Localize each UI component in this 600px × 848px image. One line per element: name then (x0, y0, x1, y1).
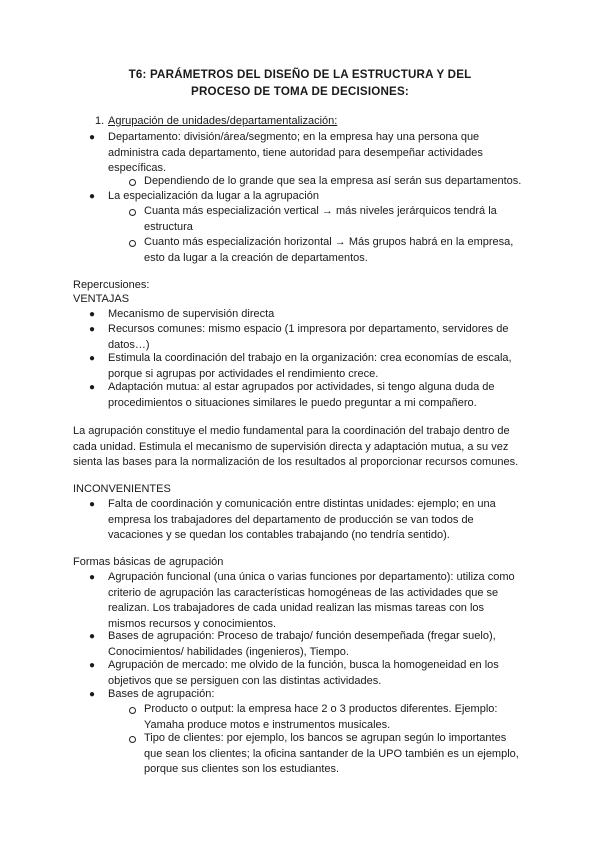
sub-bullet-circle (129, 179, 136, 186)
sub-bullet-producto: Producto o output: la empresa hace 2 o 3 productos diferentes. Ejemplo: Yamaha produce motos e instrumentos musicales. (144, 703, 498, 731)
ventaja-recursos: Recursos comunes: mismo espacio (1 impresora por departamento, servidores de datos…) (108, 323, 509, 351)
title-line-2: PROCESO DE TOMA DE DECISIONES: (191, 85, 409, 98)
page-title (0, 66, 600, 100)
bullet-dot: ● (89, 499, 96, 510)
bullet-dot: ● (89, 689, 96, 700)
bullet-dot: ● (89, 132, 96, 143)
sub-bullet-horizontal: Cuanto más especialización horizontal → Más grupos habrá en la empresa, esto da lugar a la creación de departamentos. (144, 236, 514, 264)
bullet-dot: ● (89, 660, 96, 671)
bullet-dot: ● (89, 353, 96, 364)
forma-funcional: Agrupación funcional (una única o varias funciones por departamento): utiliza como criterio de agrupación las características homogéneas de las actividades que se realizan. Los trabajadores de cada unidad realizan las mismas tareas con los mismos recursos y conocimientos. (108, 571, 515, 630)
repercusiones-label: Repercusiones: (73, 279, 150, 291)
forma-mercado: Agrupación de mercado: me olvido de la función, busca la homogeneidad en los objetivos que se persiguen con las distintas actividades. (108, 659, 499, 687)
forma-bases-mercado: Bases de agrupación: (108, 688, 215, 700)
forma-bases-funcional: Bases de agrupación: Proceso de trabajo/ función desempeñada (fregar suelo), Conocimientos/ habilidades (ingenieros), Tiempo. (108, 630, 496, 658)
bullet-especializacion: La especialización da lugar a la agrupación (108, 190, 319, 202)
section-heading: Agrupación de unidades/departamentalización: (108, 115, 338, 127)
formas-label: Formas básicas de agrupación (73, 556, 224, 568)
bullet-dot: ● (89, 191, 96, 202)
inconvenientes-label: INCONVENIENTES (73, 483, 171, 495)
inconveniente-coordinacion: Falta de coordinación y comunicación entre distintas unidades: ejemplo; en una empresa los trabajadores del departamento de producción se van todos de vacaciones y se quedan los contables trabajando (no tendría sentido). (108, 498, 496, 541)
bullet-dot: ● (89, 572, 96, 583)
sub-bullet-circle (129, 736, 136, 743)
bullet-dot: ● (89, 382, 96, 393)
bullet-departamento: Departamento: división/área/segmento; en la empresa hay una persona que administra cada departamento, tiene autoridad para desempeñar actividades específicas. (108, 131, 483, 174)
sub-bullet-clientes: Tipo de clientes: por ejemplo, los bancos se agrupan según lo importantes que sean los clientes; la oficina santander de la UPO también es un ejemplo, porque sus clientes son los estudiantes. (144, 732, 519, 775)
sub-bullet-departamentos: Dependiendo de lo grande que sea la empresa así serán sus departamentos. (144, 175, 522, 187)
sub-bullet-circle (129, 240, 136, 247)
bullet-dot: ● (89, 309, 96, 320)
agrupacion-paragraph: La agrupación constituye el medio fundamental para la coordinación del trabajo dentro de cada unidad. Estimula el mecanismo de supervisión directa y adaptación mutua, a su vez sienta las bases para la normalización de los resultados al proporcionar recursos comunes. (73, 425, 519, 468)
ventaja-adaptacion: Adaptación mutua: al estar agrupados por actividades, si tengo alguna duda de procedimientos o situaciones similares le puedo preguntar a mi compañero. (108, 381, 495, 409)
sub-bullet-circle (129, 209, 136, 216)
ventajas-label: VENTAJAS (73, 293, 130, 305)
sub-bullet-vertical: Cuanta más especialización vertical → más niveles jerárquicos tendrá la estructura (144, 205, 497, 233)
sub-bullet-circle (129, 707, 136, 714)
bullet-dot: ● (89, 631, 96, 642)
section-number: 1. (95, 115, 105, 127)
ventaja-supervision: Mecanismo de supervisión directa (108, 308, 275, 320)
bullet-dot: ● (89, 324, 96, 335)
title-line-1: T6: PARÁMETROS DEL DISEÑO DE LA ESTRUCTURA Y DEL (128, 68, 472, 81)
ventaja-coordinacion: Estimula la coordinación del trabajo en la organización: crea economías de escala, porque si agrupas por actividades el rendimiento crece. (108, 352, 512, 380)
